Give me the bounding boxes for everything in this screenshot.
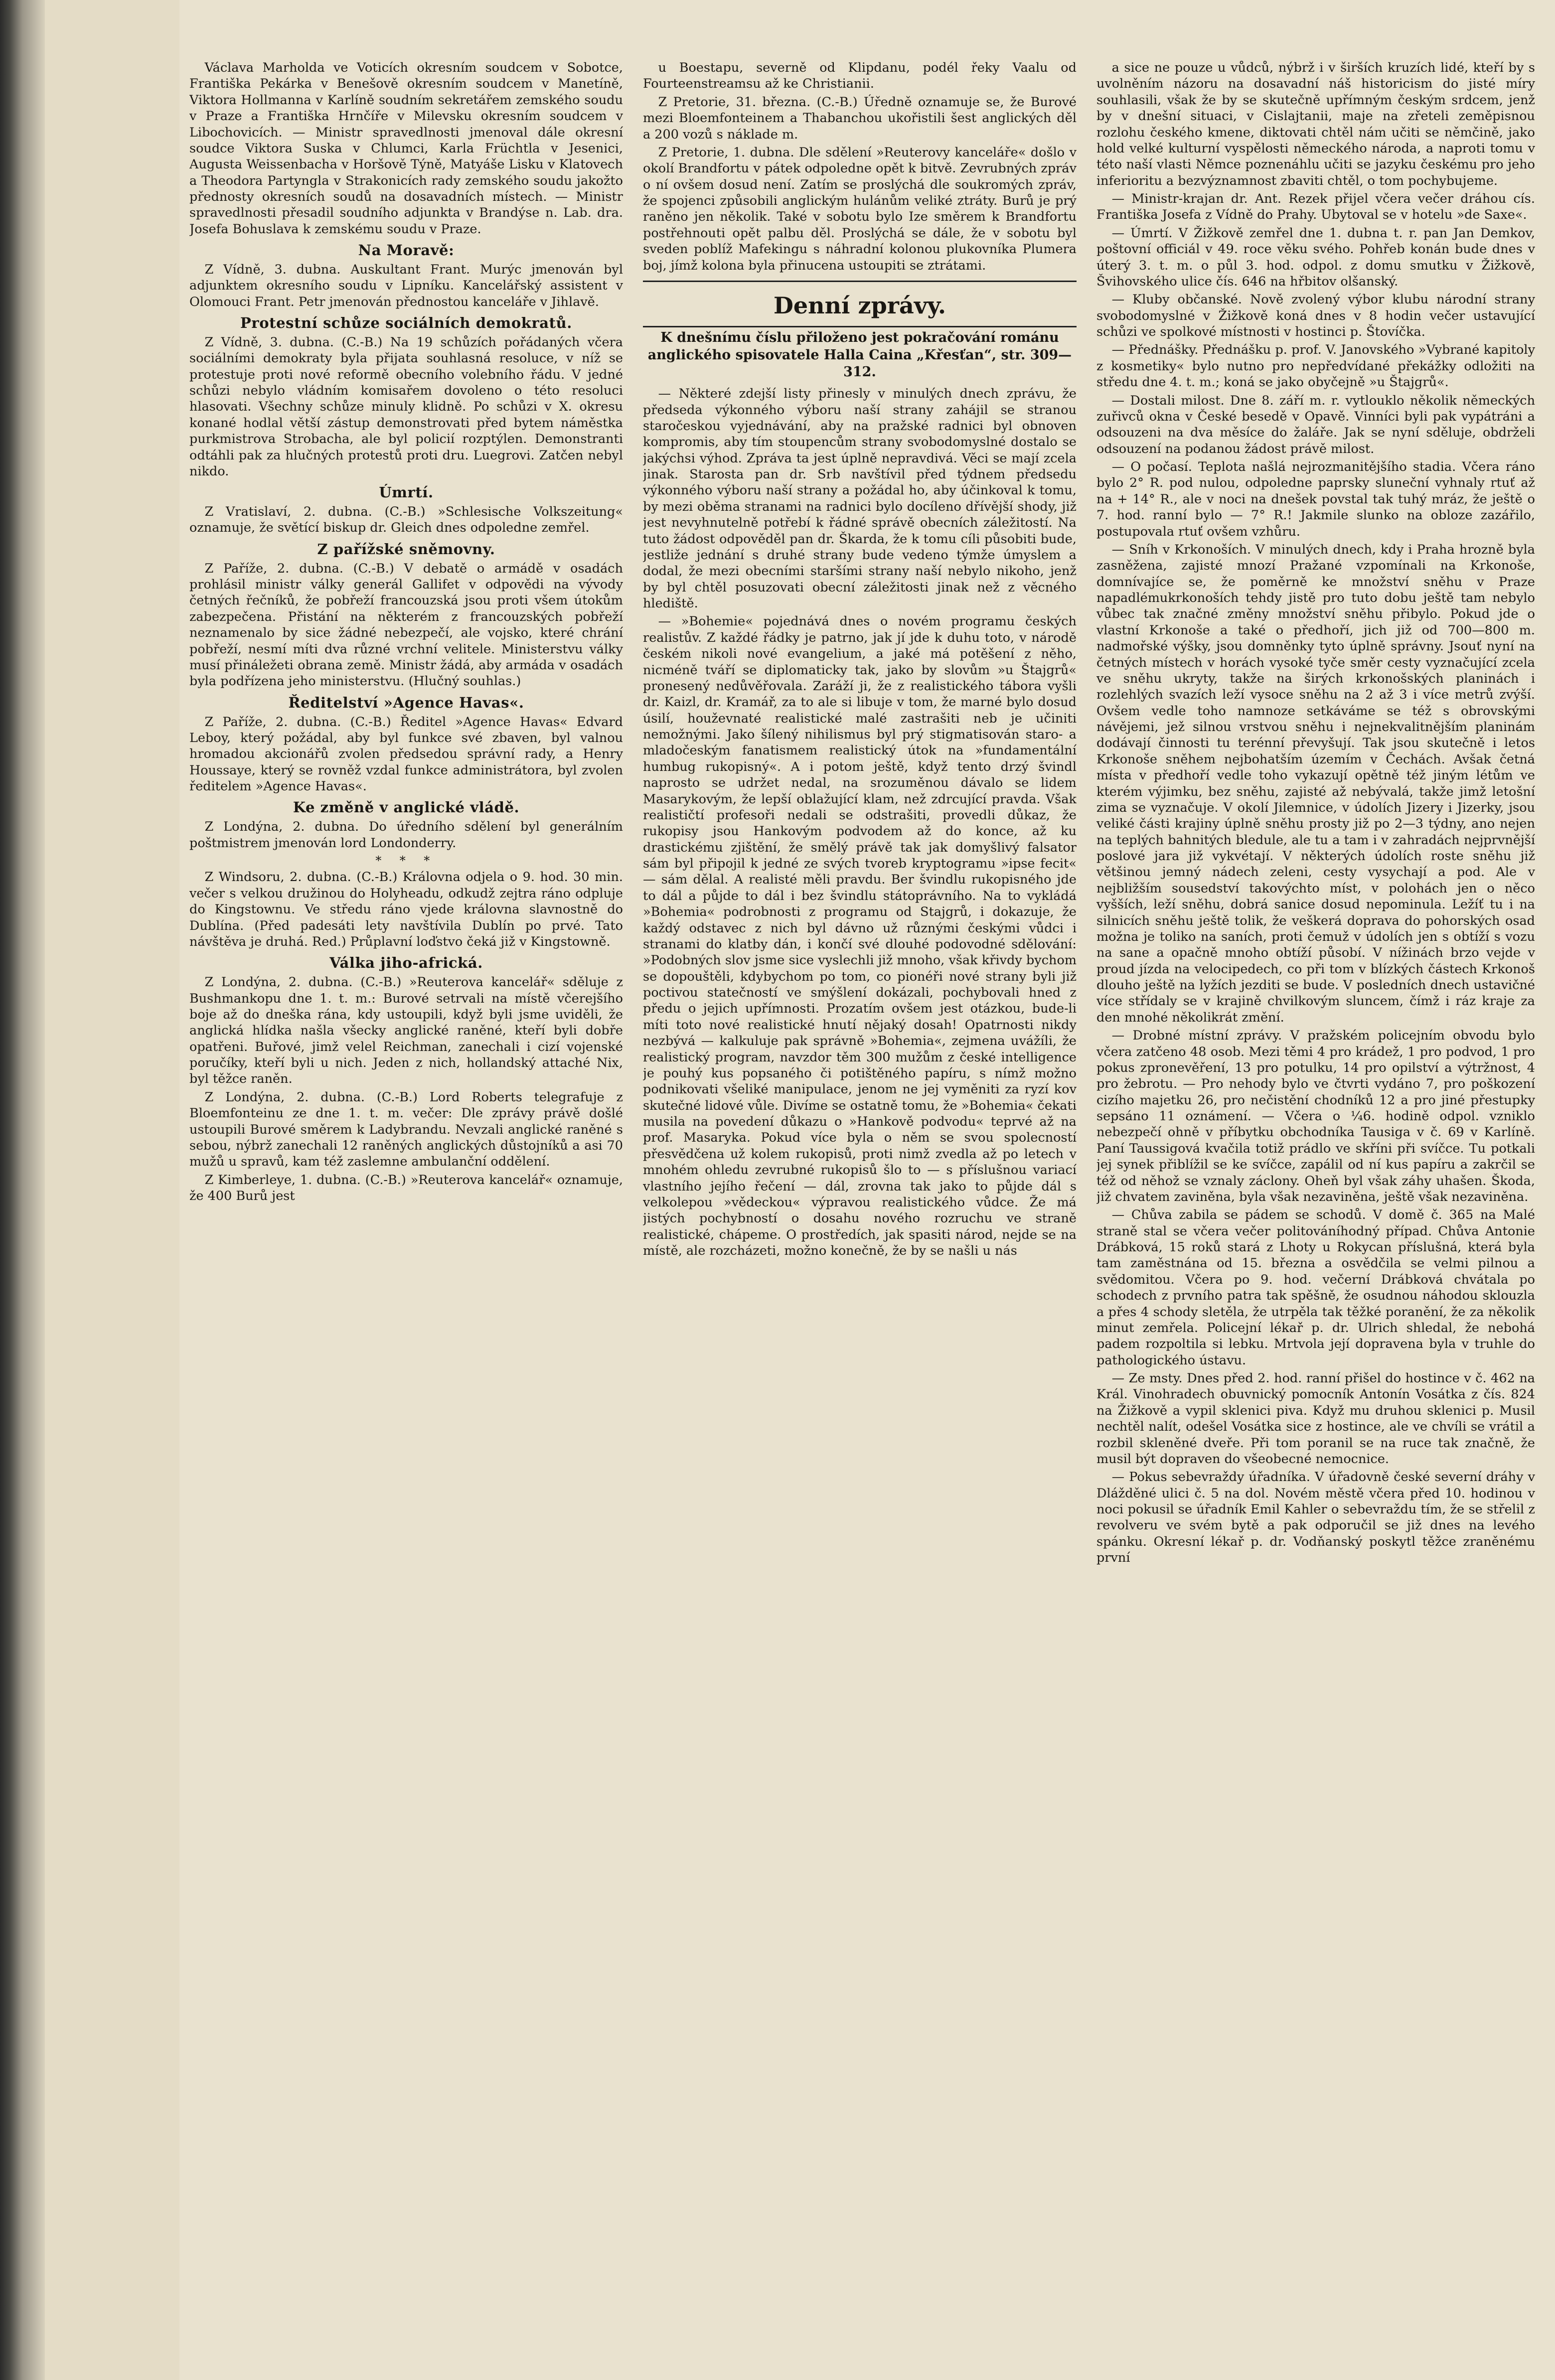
paragraph: — Dostali milost. Dne 8. září m. r. vytlouklo několik německých zuřivců okna v České besedě v Opavě. Vinníci byli pak vypátráni a odsouzeni na dva měsíce do žaláře. Jak se nyní sděluje, obdrželi odsouzení na podanou žádost právě milost. <box>1096 393 1535 456</box>
column-3 <box>1096 60 1535 2352</box>
paragraph: Z Vídně, 3. dubna. (C.-B.) Na 19 schůzích pořádaných včera sociálními demokraty byla přijata souhlasná resoluce, v níž se protestuje proti nové reformě obecního volebního řádu. V jedné schůzi nebylo vládním komisařem dovoleno o této resoluci hlasovati. Všechny schůze minuly klidně. Po schůzi v X. okresu konané hodlal větší zástup demonstrovati před bytem náměstka purkmistrova Strobacha, ale byl policií rozptýlen. Demonstranti odtáhli pak za hlučných protestů proti dru. Luegrovi. Zatčen nebyl nikdo. <box>189 334 623 479</box>
paragraph: — Některé zdejší listy přinesly v minulých dnech zprávu, že předseda výkonného výboru naší strany zahájil se stranou staročeskou vyjednávání, aby na pražské radnici byl obnoven kompromis, aby tím stoupencům strany svobodomyslné dostalo se jakýchsi výhod. Zpráva ta jest úplně nepravdivá. Věci se mají zcela jinak. Starosta pan dr. Srb navštívil před týdnem předsedu výkonného výboru naší strany a požádal ho, aby účinkoval k tomu, by mezi oběma stranami na radnici bylo docíleno dřívější shody, již jest nevyhnutelně potřebí k řádné správě obecních záležitostí. Na tuto žádost odpověděl pan dr. Škarda, že k tomu cíli působiti bude, jestliže jednání s druhé strany bude vedeno týmže úmyslem a dodal, že mezi obecními staršími strany naší nebylo nikoho, jenž by byl chtěl posuzovati obecní záležitosti jinak než z věcného hlediště. <box>643 386 1077 611</box>
paragraph: — Pokus sebevraždy úřadníka. V úřadovně české severní dráhy v Dlážděné ulici č. 5 na dol. Novém městě včera před 10. hodinou v noci pokusil se úřadník Emil Kahler o sebevraždu tím, že se střelil z revolveru ve svém bytě a pak odporučil se již dnes na levého spánku. Okresní lékař p. dr. Vodňanský poskytl těžce zraněnému první <box>1096 1470 1535 1566</box>
column-2 <box>643 60 1077 2352</box>
paragraph: Z Vídně, 3. dubna. Auskultant Frant. Murýc jmenován byl adjunktem okresního soudu v Lipníku. Kancelářský assistent v Olomouci Frant. Petr jmenován přednostou kanceláře v Jihlavě. <box>189 262 623 309</box>
column-1 <box>189 60 623 2352</box>
paragraph: — Sníh v Krkonoších. V minulých dnech, kdy i Praha hrozně byla zasněžena, zajisté mnozí Pražané vzpomínali na Krkonoše, domnívajíce se, že poměrně ke množství sněhu v Praze napadlémukrkonoších tehdy jistě pro tuto dobu ještě tam nebylo vůbec tak značné změny množství sněhu přibylo. Pokud jde o vlastní Krkonoše a také o předhoří, jich již od 700—800 m. nadmořské výšky, jsou domněnky tyto úplně správny. Jsouť nyní na četných místech v horách vysoké tyče směr cesty vyznačující zcela ve sněhu ukryty, takže na širých krkonošských planinách i rozlehlých svazích leží vysoce sněhu na 2 až 3 i více metrů zvýší. Ovšem vedle toho namnoze setkáváme se též s obrovskými návějemi, jež silnou vrstvou sněhu i nejnekvalitnějším planinám dodávají činnosti tu terénní převyšují. Tak jsou skutečně i letos Krkonoše sněhem nejbohatším územím v Čechách. Avšak četná místa v předhoří vedle toho vykazují opětně též jiným létům ve kterém výjimku, bez sněhu, zajisté až nebývalá, takže jimž letošní zima se vyznačuje. V okolí Jilemnice, v údolích Jizery i Jizerky, jsou veliké části krajiny úplně sněhu prosty již po 2—3 týdny, ano nejen na teplých bahnitých bledule, ale tu a tam i v zahradách nejprvnější poslové jara již vykvétají. V některých údolích roste sněhu již většinou jemný nádech zeleni, cesty vysychají a pod. Ale v nejbližším sousedství takovýchto míst, v polohách jen o něco vyšších, leží sněhu, dobrá sanice dosud nepominula. Ležíť tu i na silnicích sněhu ještě tolik, že veškerá doprava do pohorských osad možna je toliko na saních, proti čemuž v údolích jen s obtíží s vozu na sane a opačně mnoho obtíží působí. V nížinách brzo vejde v proud jízda na velocipedech, co při tom v blízkých částech Krkonoš dlouho ještě na lyžích jezditi se bude. V posledních dnech ustavičné více střídaly se v krajině chvilkovým sluncem, čímž i ráz kraje za den mnohé několikrát změní. <box>1096 542 1535 1025</box>
section-heading: Z pařížské sněmovny. <box>317 540 495 558</box>
section-heading: Ředitelství »Agence Havas«. <box>288 694 524 711</box>
paragraph: Z Paříže, 2. dubna. (C.-B.) Ředitel »Agence Havas« Edvard Leboy, který požádal, aby byl funkce své zbaven, byl valnou hromadou akcionářů zvolen předsedou správní rady, a Henry Houssaye, který se rovněž vzdal funkce administrátora, byl zvolen ředitelem »Agence Havas«. <box>189 714 623 794</box>
page-margin <box>45 0 179 2380</box>
section-heading: Válka jiho-africká. <box>329 954 483 972</box>
text-columns <box>189 60 1535 2352</box>
paragraph: u Boestapu, severně od Klipdanu, podél řeky Vaalu od Fourteenstreamsu až ke Christianii. <box>643 60 1077 92</box>
paragraph: Z Londýna, 2. dubna. Do úředního sdělení byl generálním poštmistrem jmenován lord Londonderry. <box>189 819 623 851</box>
paragraph: — »Bohemie« pojednává dnes o novém programu českých realistův. Z každé řádky je patrno, jak jí jde k duhu toto, v národě českém nikoli nové evangelium, a jaké má potěšení z něho, nicméně tváří se diplomaticky tak, jako by slovům »u Štajgrů« pronesený nedůvěřovala. Zaráží ji, že z realistického tábora vyšli dr. Kaizl, dr. Kramář, za to ale si libuje v tom, že marné bylo dosud úsilí, houževnaté realistické malé zastrašiti neb je učiniti nemožnými. Jako šílený nihilismus byl prý stigmatisován staro- a mladočeským fanatismem realistický útok na »fundamentální humbug rukopisný«. A i potom ještě, když tento drzý švindl naprosto se udržet nedal, na srozuměnou dávalo se lidem Masarykovým, že lepší oblažující klam, než zdrcující pravda. Však realističtí profesoři nedali se odstrašiti, provedli důkaz, že rukopisy jsou Hankovým podvodem až do konce, až ku drastickému zjištění, že smělý právě tak jak domyšlivý falsator sám byl připojil k jedné ze svých tvoreb kryptogramu »ipse fecit« — sám dělal. A realisté měli pravdu. Ber švindlu rukopisného jde to dál a půjde to dál i bez švindlu státoprávního. Na to vykládá »Bohemia« podrobnosti z programu od Stajgrů, i dokazuje, že každý odstavec z nich byl dávno už různými českými vůdci i stranami do klatby dán, i končí své dlouhé podovodné sdělování: »Podobných slov jsme sice vyslechli již mnoho, však křivdy bychom se dopouštěli, kdybychom po tom, co pionéři nové strany byli již poctivou statečností ve smýšlení dokázali, pochybovali hned z předu o jejich upřímnosti. Prozatím ovšem jest otázkou, bude-li míti toto nové realistické hnutí nějaký dosah! Opatrnosti nikdy nezbývá — kalkuluje pak správně »Bohemia«, zejmena uvážíli, že realistický program, navzdor těm 300 mužům z české intelligence je pouhý kus popsaného či potištěného papíru, s nímž možno podnikovati všeliké manipulace, jenom ne jej vyměniti za ryzí kov skutečné lidové vůle. Divíme se ostatně tomu, že »Bohemia« čekati musila na povedení důkazu o »Hankově podvodu« teprvé až na prof. Masaryka. Pokud více byla o něm se svou spolecností přesvědčena už kolem rukopisů, proti nimž zvedla až po letech v mnohém ohledu zevrubné rukopisů šlo to — s příslušnou variací vlastního jejího řečení — dál, zrovna tak jako to půjde dál s velkolepou »vědeckou« výpravou realistického vůdce. Že má jistých pochybností o dosahu nového rozruchu ve straně realistické, chápeme. O prostředích, jak spasiti národ, nejde se na místě, ale rozcházeti, možno konečně, že by se našli u nás <box>643 614 1077 1258</box>
paragraph: a sice ne pouze u vůdců, nýbrž i v širších kruzích lidé, kteří by s uvolněním názoru na dosavadní náš historicism do jisté míry souhlasili, však že by se skutečně upřímným českým srdcem, jenž by v dnešní situaci, v Cislajtanii, maje na zřeteli zeměpisnou rozlohu českého kmene, diktovati chtěl nám učiti se němčině, jako hold velké kulturní vyspělosti německého národa, a naproti tomu v této naší vlasti Němce poznenáhlu učiti se jazyku českému pro jeho inferioritu a bezvýznamnost zbaviti chtěl, o tom pochybujeme. <box>1096 60 1535 188</box>
paragraph: — Úmrtí. V Žižkově zemřel dne 1. dubna t. r. pan Jan Demkov, poštovní officiál v 49. roce věku svého. Pohřeb konán bude dnes v úterý 3. t. m. o půl 3. hod. odpol. z domu smutku v Žižkově, Švihovského ulice čís. 646 na hřbitov olšanský. <box>1096 225 1535 289</box>
paragraph: Václava Marholda ve Voticích okresním soudcem v Sobotce, Františka Pekárka v Benešově okresním soudcem v Manetíně, Viktora Hollmanna v Karlíně soudním sekretářem zemského soudu v Praze a Františka Hrnčíře v Milevsku okresním soudcem v Libochovicích. — Ministr spravedlnosti jmenoval dále okresní soudce Viktora Suska v Chlumci, Karla Früchtla v Jesenici, Augusta Weissenbacha v Horšově Týně, Matyáše Lisku v Klatovech a Theodora Partyngla v Strakonicích rady zemského soudu jakožto přednosty okresních soudů na dosavadních místech. — Ministr spravedlnosti přesadil soudního adjunkta v Brandýse n. Lab. dra. Josefa Bohuslava k zemskému soudu v Praze. <box>189 60 623 237</box>
paragraph: Z Windsoru, 2. dubna. (C.-B.) Královna odjela o 9. hod. 30 min. večer s velkou družinou do Holyheadu, odkudž zejtra ráno odpluje do Kingstownu. Ve středu ráno vjede královna slavnostně do Dublína. (Před padesáti lety navštívila Dublín po prvé. Tato návštěva je druhá. Red.) Průplavní loďstvo čeká již v Kingstowně. <box>189 870 623 949</box>
paragraph: Z Pretorie, 31. března. (C.-B.) Úředně oznamuje se, že Burové mezi Bloemfonteinem a Thabanchou ukořistili šest anglických děl a 200 vozů s náklade m. <box>643 94 1077 142</box>
section-heading: Protestní schůze sociálních demokratů. <box>240 314 572 332</box>
section-rule <box>643 281 1077 327</box>
paragraph: — Kluby občanské. Nově zvolený výbor klubu národní strany svobodomyslné v Žižkově koná dnes v 8 hodin večer ustavující schůzi ve spolkové místnosti v hostinci p. Štovíčka. <box>1096 292 1535 339</box>
section-heading: Ke změně v anglické vládě. <box>293 799 520 816</box>
paragraph: — Přednášky. Přednášku p. prof. V. Janovského »Vybrané kapitoly z kosmetiky« bylo nutno pro nepředvídané překážky odložiti na středu dne 4. t. m.; koná se jako obyčejně »u Štajgrů«. <box>1096 342 1535 390</box>
section-heading: Úmrtí. <box>379 484 434 501</box>
supplement-notice: K dnešnímu číslu přiloženo jest pokračování románu anglického spisovatele Halla Caina „Křesťan“, str. 309—312. <box>647 330 1072 380</box>
paragraph: Z Kimberleye, 1. dubna. (C.-B.) »Reuterova kancelář« oznamuje, že 400 Burů jest <box>189 1172 623 1204</box>
paragraph: — Chůva zabila se pádem se schodů. V domě č. 365 na Malé straně stal se včera večer politováníhodný případ. Chůva Antonie Drábková, 15 roků stará z Lhoty u Rokycan příslušná, která byla tam zaměstnána od 15. března a osvědčila se velmi pilnou a svědomitou. Včera po 9. hod. večerní Drábková chvátala po schodech z prvního patra tak spěšně, že osudnou náhodou sklouzla a přes 4 schody sletěla, že utrpěla tak těžké poranění, že za několik minut zemřela. Policejní lékař p. dr. Ulrich shledal, že nebohá padem rozpoltila si lebku. Mrtvola její dopravena byla v truhle do pathologického ústavu. <box>1096 1207 1535 1368</box>
book-spine <box>0 0 45 2380</box>
separator-stars: * * * <box>375 853 437 868</box>
paragraph: — O počasí. Teplota našlá nejrozmanitějšího stadia. Včera ráno bylo 2° R. pod nulou, odpoledne paprsky sluneční vyhnaly rtuť až na + 14° R., ale v noci na dnešek povstal tak tuhý mráz, že ještě o 7. hod. ranní bylo — 7° R.! Jakmile slunko na obloze zazářilo, postupovala rtuť ovšem vzhůru. <box>1096 459 1535 539</box>
paragraph: Z Londýna, 2. dubna. (C.-B.) »Reuterova kancelář« sděluje z Bushmankopu dne 1. t. m.: Burové setrvali na místě včerejšího boje až do dneška rána, kdy ustoupili, když byli jsme uviděli, že anglická hlídka našla všecky anglické raněné, kteří byli dobře opatřeni. Buřové, jimž velel Reichman, zanechali i cizí vojenské poručíky, kteří byli u nich. Jeden z nich, hollandský attaché Nix, byl těžce raněn. <box>189 975 623 1087</box>
paragraph: — Ze msty. Dnes před 2. hod. ranní přišel do hostince v č. 462 na Král. Vinohradech obuvnický pomocník Antonín Vosátka z čís. 824 na Žižkově a vypil sklenici piva. Když mu druhou sklenici p. Musil nechtěl nalít, odešel Vosátka sice z hostince, ale ve chvíli se vrátil a rozbil skleněné dveře. Při tom poranil se na ruce tak značně, že musil být dopraven do všeobecné nemocnice. <box>1096 1371 1535 1467</box>
paragraph: Z Pretorie, 1. dubna. Dle sdělení »Reuterovy kanceláře« došlo v okolí Brandfortu v pátek odpoledne opět k bitvě. Zevrubných zpráv o ní ovšem dosud není. Zatím se proslýchá dle soukromých zpráv, že spojenci způsobili anglickým hulánům veliké ztráty. Burů je prý raněno jen několik. Také v sobotu bylo Ize směrem k Brandfortu postřehnouti opět palbu děl. Proslýchá se dále, že v sobotu byl sveden poblíž Mafekingu s náhradní kolonou plukovníka Plumera boj, jímž kolona byla přinucena ustoupiti se ztrátami. <box>643 145 1077 273</box>
paragraph: Z Paříže, 2. dubna. (C.-B.) V debatě o armádě v osadách prohlásil ministr války generál Gallifet v odpovědi na vývody četných řečníků, že pobřeží francouzská jsou proti všem útokům zabezpečena. Přistání na některém z francouzských pobřeží neznamenalo by sice žádné nebezpečí, ale vojsko, které chrání pobřeží, nesmí míti dva různé vrchní velitele. Ministerstvu války musí přináležeti obrana země. Ministr žádá, aby armáda v osadách byla podřízena jeho ministerstvu. (Hlučný souhlas.) <box>189 561 623 689</box>
section-title: Denní zprávy. <box>773 292 946 319</box>
paragraph: Z Vratislaví, 2. dubna. (C.-B.) »Schlesische Volkszeitung« oznamuje, že světící biskup dr. Gleich dnes odpoledne zemřel. <box>189 504 623 536</box>
paragraph: Z Londýna, 2. dubna. (C.-B.) Lord Roberts telegrafuje z Bloemfonteinu ze dne 1. t. m. večer: Dle zprávy právě došlé ustoupili Burové směrem k Ladybrandu. Nevzali anglické raněné s sebou, nýbrž zanechali 12 raněných anglických důstojníků a asi 70 mužů u spravů, kam též zaslemne ambulanční oddělení. <box>189 1089 623 1170</box>
section-heading: Na Moravě: <box>358 242 455 259</box>
paragraph: — Drobné místní zprávy. V pražském policejním obvodu bylo včera zatčeno 48 osob. Mezi těmi 4 pro krádež, 1 pro podvod, 1 pro pokus zpronevěření, 13 pro potulku, 14 pro opilství a výtržnost, 4 pro žebrotu. — Pro nehody bylo ve čtvrti vydáno 7, pro poškození cizího majetku 26, pro nečistění chodníků 12 a pro jiné přestupky sepsáno 11 oznámení. — Včera o ¼6. hodině odpol. vzniklo nebezpečí ohně v příbytku obchodníka Tausiga v č. 69 v Karlíně. Paní Taussigová kvačila totiž prádlo ve skříni při svíčce. Tu potkali jej synek přiblížil se ke svíčce, zapálil od ní kus papíru a zakrčil se též od něhož se vznaly záclony. Oheň byl však záhy uhašen. Škoda, již chvatem zaviněna, byla však nezaviněna, ještě však nezaviněna. <box>1096 1028 1535 1204</box>
paragraph: — Ministr-krajan dr. Ant. Rezek přijel včera večer dráhou cís. Františka Josefa z Vídně do Prahy. Ubytoval se v hotelu »de Saxe«. <box>1096 191 1535 223</box>
